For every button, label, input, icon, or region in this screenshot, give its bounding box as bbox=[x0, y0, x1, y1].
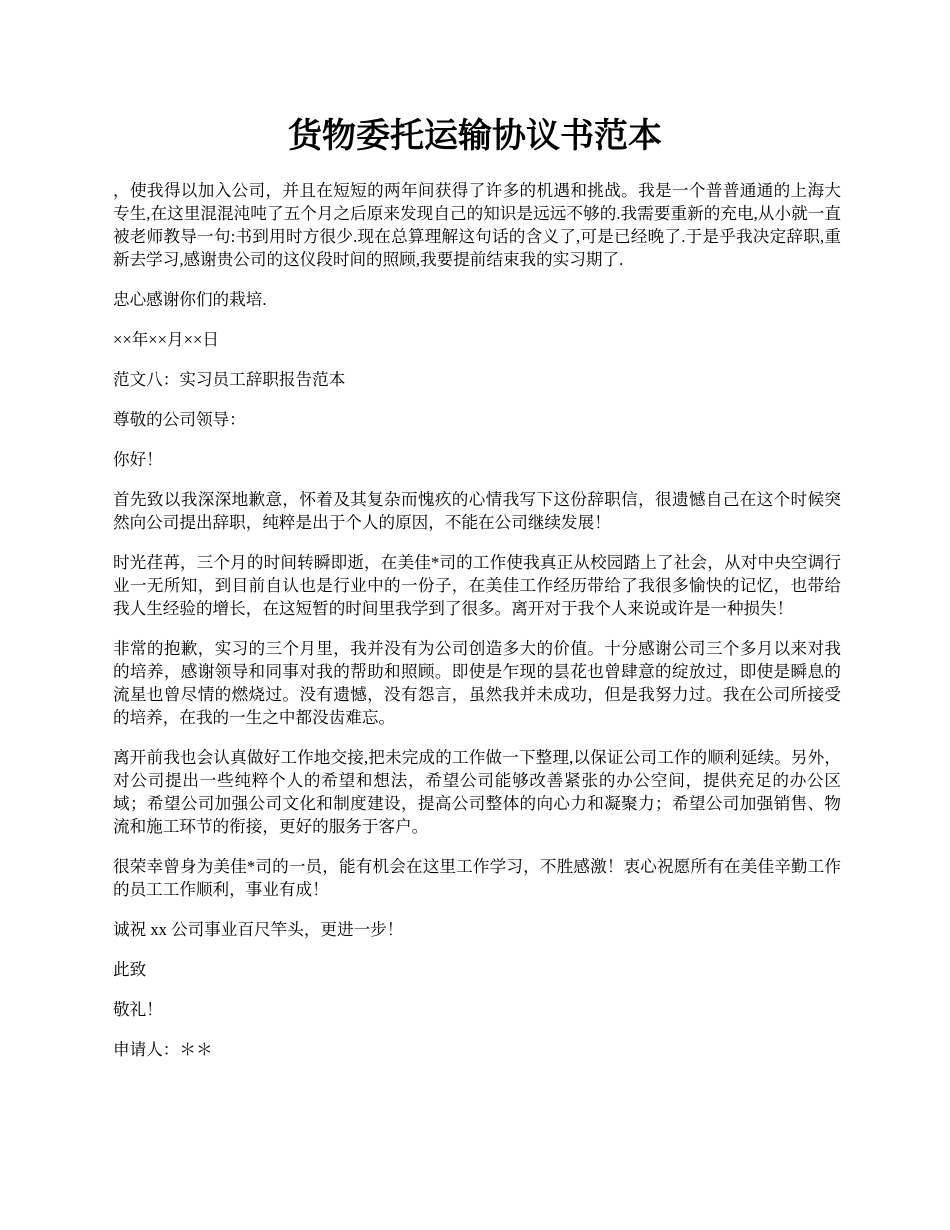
paragraph: 此致 bbox=[113, 960, 147, 979]
paragraph: ，使我得以加入公司，并且在短短的两年间获得了许多的机遇和挑战。我是一个普普通通的上海大专生,在这里混混沌吨了五个月之后原来发现自己的知识是远远不够的.我需要重新的充电,从小就一直被老师教导一句:书到用时方很少.现在总算理解这句话的含义了,可是已经晚了.于是乎我决定辞职,重新去学习,感谢贵公司的这仪段时间的照顾,我要提前结束我的实习期了. bbox=[113, 181, 841, 269]
paragraph: 尊敬的公司领导： bbox=[113, 410, 246, 429]
paragraph: 非常的抱歉，实习的三个月里，我并没有为公司创造多大的价值。十分感谢公司三个多月以来对我的培养，感谢领导和同事对我的帮助和照顾。即使是乍现的昙花也曾肆意的绽放过，即使是瞬息的流星也曾尽情的燃烧过。没有遗憾，没有怨言，虽然我并未成功，但是我努力过。我在公司所接受的培养，在我的一生之中都没齿难忘。 bbox=[113, 639, 841, 727]
paragraph: 时光荏苒，三个月的时间转瞬即逝，在美佳*司的工作使我真正从校园踏上了社会，从对中央空调行业一无所知，到目前自认也是行业中的一份子，在美佳工作经历带给了我很多愉快的记忆，也带给我人生经验的增长，在这短暂的时间里我学到了很多。离开对于我个人来说或许是一种损失！ bbox=[113, 553, 841, 618]
paragraph: 你好！ bbox=[113, 450, 163, 469]
paragraph: 首先致以我深深地歉意，怀着及其复杂而愧疚的心情我写下这份辞职信，很遗憾自己在这个时候突然向公司提出辞职，纯粹是出于个人的原因，不能在公司继续发展！ bbox=[113, 490, 841, 532]
paragraph: ××年××月××日 bbox=[113, 330, 219, 349]
paragraph: 范文八：实习员工辞职报告范本 bbox=[113, 370, 346, 389]
signature-line: 申请人：＊＊ bbox=[113, 1040, 213, 1059]
paragraph: 诚祝 xx 公司事业百尺竿头，更进一步！ bbox=[113, 920, 404, 939]
paragraph: 忠心感谢你们的栽培. bbox=[113, 290, 267, 309]
paragraph: 很荣幸曾身为美佳*司的一员，能有机会在这里工作学习，不胜感激！衷心祝愿所有在美佳辛勤工作的员工工作顺利，事业有成！ bbox=[113, 857, 841, 899]
paragraph: 离开前我也会认真做好工作地交接,把未完成的工作做一下整理,以保证公司工作的顺利延续。另外，对公司提出一些纯粹个人的希望和想法，希望公司能够改善紧张的办公空间，提供充足的办公区域；希望公司加强公司文化和制度建设，提高公司整体的向心力和凝聚力；希望公司加强销售、物流和施工环节的衔接，更好的服务于客户。 bbox=[113, 748, 841, 836]
document-body bbox=[113, 179, 841, 1078]
document-title: 货物委托运输协议书范本 bbox=[288, 116, 662, 156]
paragraph: 敬礼！ bbox=[113, 1000, 163, 1019]
